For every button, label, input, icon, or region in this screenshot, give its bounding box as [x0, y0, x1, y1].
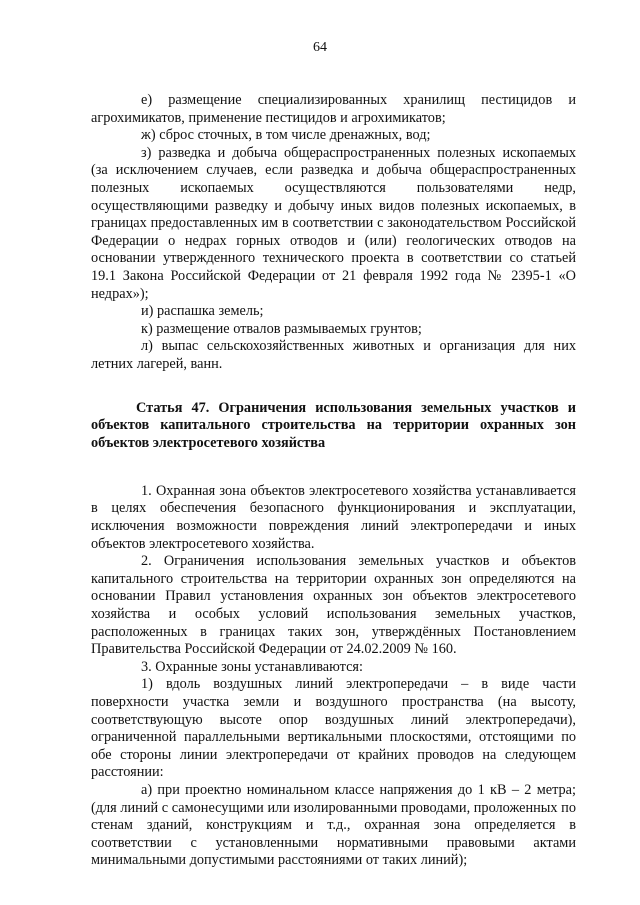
list-item-zh: ж) сброс сточных, в том числе дренажных, вод;: [141, 127, 431, 144]
list-item-k: к) размещение отвалов размываемых грунтов;: [141, 320, 422, 337]
list-item-l: л) выпас сельскохозяйственных животных и организация для них летних лагерей, ванн.: [91, 338, 576, 372]
article-heading: Статья 47. Ограничения использования земельных участков и объектов капитального строительства на территории охранных зон объектов электросетевого хозяйства: [91, 399, 576, 452]
list-item-z: з) разведка и добыча общераспространенных полезных ископаемых (за исключением случаев, если разведка и добыча общераспространенных полезных ископаемых осуществляются пользователями недр, осуществляющими разведку и добычу иных видов полезных ископаемых, в границах предоставленных им в соответствии с законодательством Российской Федерации о недрах горных отводов и (или) геологических отводов на основании утвержденного технического проекта в соответствии со статьей 19.1 Закона Российской Федерации от 21 февраля 1992 года № 2395-1 «О недрах»);: [91, 144, 576, 302]
article-paragraph-1: 1. Охранная зона объектов электросетевого хозяйства устанавливается в целях обеспечения безопасного функционирования и эксплуатации, исключения возможности повреждения линий электропередачи и иных объектов электросетевого хозяйства.: [91, 482, 576, 552]
article-subitem-1: 1) вдоль воздушных линий электропередачи – в виде части поверхности участка земли и воздушного пространства (на высоту, соответствующую высоте опор воздушных линий электропередачи), ограниченной параллельными вертикальными плоскостями, отстоящими по обе стороны линии электропередачи от крайних проводов на следующем расстоянии:: [91, 676, 576, 781]
article-subitem-a: а) при проектно номинальном классе напряжения до 1 кВ – 2 метра; (для линий с самонесущими или изолированными проводами, проложенных по стенам зданий, конструкциям и т.д., охранная зона определяется в соответствии с установленными нормативными правовыми актами минимальными допустимыми расстояниями от таких линий);: [91, 781, 576, 869]
list-item-i: и) распашка земель;: [141, 303, 264, 320]
page-number: 64: [313, 40, 327, 55]
article-paragraph-2: 2. Ограничения использования земельных участков и объектов капитального строительства на территории охранных зон определяются на основании Правил установления охранных зон объектов электросетевого хозяйства и особых условий использования земельных участков, расположенных в границах таких зон, утверждённых Постановлением Правительства Российской Федерации от 24.02.2009 № 160.: [91, 553, 576, 658]
list-item-e: е) размещение специализированных хранилищ пестицидов и агрохимикатов, применение пестицидов и агрохимикатов;: [91, 92, 576, 126]
page-content: [91, 92, 576, 870]
article-paragraph-3: 3. Охранные зоны устанавливаются:: [141, 658, 363, 675]
